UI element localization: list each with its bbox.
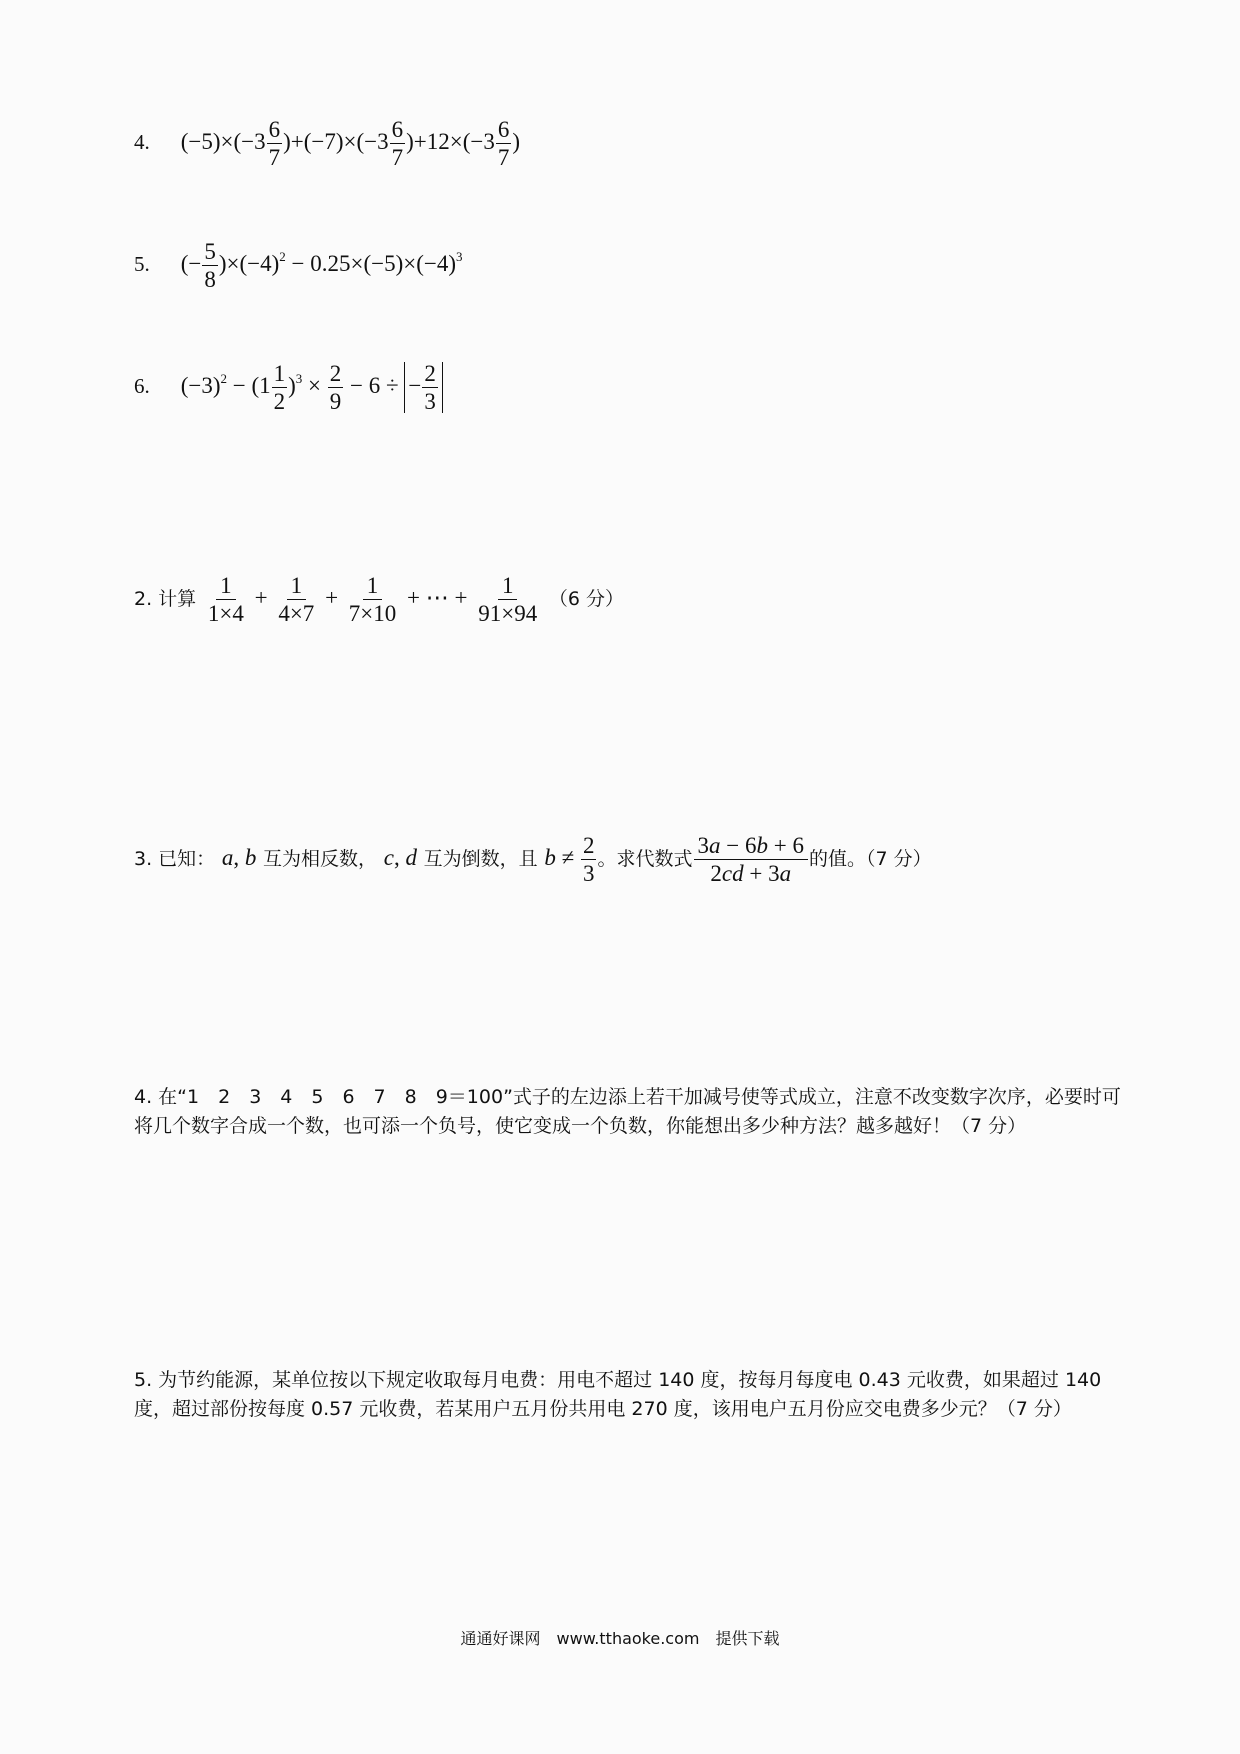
question-text: 。求代数式: [597, 847, 693, 870]
variables-cd: c, d: [383, 844, 417, 870]
question-text: 互为相反数，: [263, 847, 378, 870]
math-expression: (− $\frac{5}{8}$ )$\times(-4)^2 - 0.25\times(-5)\times(-4)^3$: [180, 239, 463, 292]
page-footer: 通通好课网 www.tthaoke.com 提供下载: [460, 1629, 780, 1648]
score-note: （6 分）: [548, 587, 625, 610]
question-label: 2. 计算: [134, 587, 197, 610]
question-label: 3. 已知：: [134, 847, 216, 870]
sub-problem-5: [134, 240, 463, 291]
sub-problem-number: 5.: [134, 251, 150, 276]
question-2: [134, 574, 624, 625]
question-5: [134, 1366, 1124, 1424]
sub-problem-number: 6.: [134, 373, 150, 398]
question-4: [134, 1083, 1124, 1141]
question-text: 4. 在“1 2 3 4 5 6 7 8 9＝100”式子的左边添上若干加减号使等式成立，注意不改变数字次序，必要时可将几个数字合成一个数，也可添一个负号，使它变成一个负数，你能想出多少种方法？越多越好！（7 分）: [134, 1086, 1121, 1137]
algebraic-expression: $\frac{3a - 6b + 6}{2cd + 3a}$: [693, 845, 809, 870]
math-expression: (−5)×(−3 $\frac{6}{7}$ )+(−7)×(−3 $\frac{6}{7}$ )+12×(−3 $\frac{6}{7}$ ): [180, 117, 521, 170]
sub-problem-6: [134, 362, 443, 413]
question-3: [134, 834, 932, 885]
condition-expression: b ≠ $\frac{2}{3}$: [544, 833, 595, 886]
question-text: 互为倒数，且: [423, 847, 538, 870]
sub-problem-number: 4.: [134, 129, 150, 154]
question-text: 的值。（7 分）: [808, 847, 932, 870]
math-expression: $(-3)^2 - (1$ $\frac{1}{2}$ )$^3$ × $\frac{2}{9}$ − 6 ÷ − $\frac{2}{3}$: [181, 373, 443, 398]
sub-problem-4: [134, 118, 520, 169]
question-text: 5. 为节约能源，某单位按以下规定收取每月电费：用电不超过 140 度，按每月每度电 0.43 元收费，如果超过 140 度，超过部份按每度 0.57 元收费，若某用户五月份共用电 270 度，该用电户五月份应交电费多少元？（7 分）: [134, 1369, 1108, 1420]
math-expression: $\frac{1}{1\times 4}$ + $\frac{1}{4\times 7}$ + $\frac{1}{7\times 10}$ + ⋯ + $\frac{1}{91\times 94}$: [207, 573, 538, 626]
variables-ab: a, b: [221, 844, 257, 870]
